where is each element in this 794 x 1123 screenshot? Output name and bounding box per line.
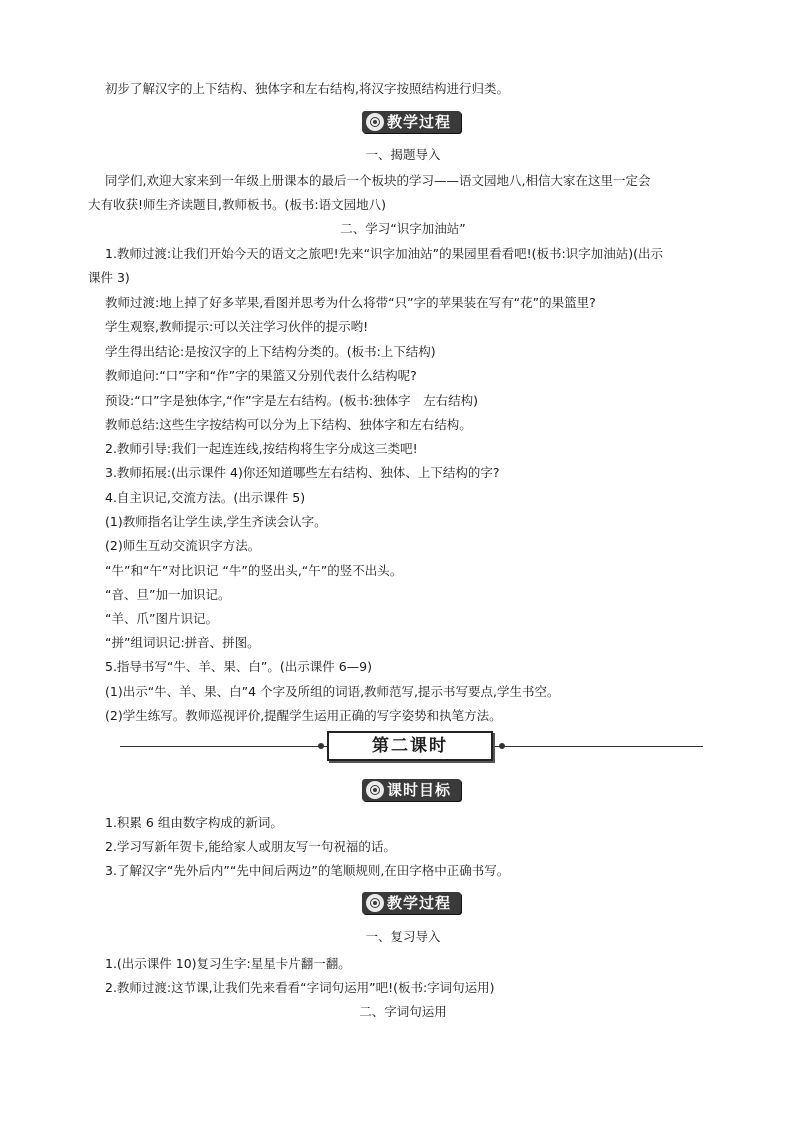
paragraph-line: “拼”组词识记:拼音、拼图。 bbox=[105, 635, 260, 650]
paragraph-line: 教师过渡:地上掉了好多苹果,看图并思考为什么将带“只”字的苹果装在写有“花”的果篮里? bbox=[105, 295, 596, 310]
paragraph-line: (1)教师指名让学生读,学生齐读会认字。 bbox=[105, 514, 327, 529]
paragraph-line: 5.指导书写“牛、羊、果、白”。(出示课件 6—9) bbox=[105, 659, 373, 674]
section-heading: 一、复习导入 bbox=[365, 929, 441, 944]
target-arrow-icon bbox=[366, 781, 384, 799]
paragraph-line: 4.自主识记,交流方法。(出示课件 5) bbox=[105, 490, 306, 505]
goal-item: 2.学习写新年贺卡,能给家人或朋友写一句祝福的话。 bbox=[105, 839, 396, 854]
target-arrow-icon bbox=[366, 894, 384, 912]
badge-lesson-goals bbox=[362, 779, 461, 801]
paragraph-line: 学生观察,教师提示:可以关注学习伙伴的提示哟! bbox=[105, 319, 369, 334]
section-heading: 二、学习“识字加油站” bbox=[340, 221, 466, 236]
divider-dot bbox=[499, 743, 505, 749]
paragraph-line: 学生得出结论:是按汉字的上下结构分类的。(板书:上下结构) bbox=[105, 344, 436, 359]
badge-label: 教学过程 bbox=[387, 894, 452, 912]
paragraph-line: 预设:“口”字是独体字,“作”字是左右结构。(板书:独体字 左右结构) bbox=[105, 393, 479, 408]
badge-label: 课时目标 bbox=[387, 781, 452, 799]
paragraph-line: (2)学生练写。教师巡视评价,提醒学生运用正确的写字姿势和执笔方法。 bbox=[105, 708, 502, 723]
badge-teaching-process-1 bbox=[362, 111, 461, 133]
paragraph-line: 2.教师引导:我们一起连连线,按结构将生字分成这三类吧! bbox=[105, 441, 418, 456]
paragraph-line: “羊、爪”图片识记。 bbox=[105, 611, 218, 626]
intro-line: 初步了解汉字的上下结构、独体字和左右结构,将汉字按照结构进行归类。 bbox=[105, 81, 509, 96]
paragraph-line: (1)出示“牛、羊、果、白”4 个字及所组的词语,教师范写,提示书写要点,学生书空。 bbox=[105, 684, 560, 699]
badge-label: 教学过程 bbox=[387, 113, 452, 131]
paragraph-line: 3.教师拓展:(出示课件 4)你还知道哪些左右结构、独体、上下结构的字? bbox=[105, 465, 500, 480]
paragraph-line: “牛”和“午”对比识记 “牛”的竖出头,“午”的竖不出头。 bbox=[105, 563, 403, 578]
paragraph-line: 2.教师过渡:这节课,让我们先来看看“字词句运用”吧!(板书:字词句运用) bbox=[105, 980, 495, 995]
paragraph-line: 同学们,欢迎大家来到一年级上册课本的最后一个板块的学习——语文园地八,相信大家在这里一定会 bbox=[105, 173, 651, 188]
paragraph-line: 教师总结:这些生字按结构可以分为上下结构、独体字和左右结构。 bbox=[105, 417, 472, 432]
goal-item: 1.积累 6 组由数字构成的新词。 bbox=[105, 815, 283, 830]
goal-item: 3.了解汉字“先外后内”“先中间后两边”的笔顺规则,在田字格中正确书写。 bbox=[105, 863, 510, 878]
paragraph-line: 大有收获!师生齐读题目,教师板书。(板书:语文园地八) bbox=[88, 197, 386, 212]
target-arrow-icon bbox=[366, 113, 384, 131]
paragraph-line: (2)师生互动交流识字方法。 bbox=[105, 538, 261, 553]
section-heading: 二、字词句运用 bbox=[359, 1004, 447, 1019]
divider-dot bbox=[318, 743, 324, 749]
badge-teaching-process-2 bbox=[362, 892, 461, 914]
paragraph-line: 课件 3) bbox=[88, 270, 130, 285]
paragraph-line: 1.教师过渡:让我们开始今天的语文之旅吧!先来“识字加油站”的果园里看看吧!(板书:识字加油站)(出示 bbox=[105, 246, 663, 261]
lesson-title: 第二课时 bbox=[327, 731, 493, 761]
paragraph-line: 教师追问:“口”字和“作”字的果篮又分别代表什么结构呢? bbox=[105, 368, 417, 383]
paragraph-line: “音、旦”加一加识记。 bbox=[105, 587, 231, 602]
paragraph-line: 1.(出示课件 10)复习生字:星星卡片翻一翻。 bbox=[105, 956, 351, 971]
section-heading: 一、揭题导入 bbox=[365, 147, 441, 162]
